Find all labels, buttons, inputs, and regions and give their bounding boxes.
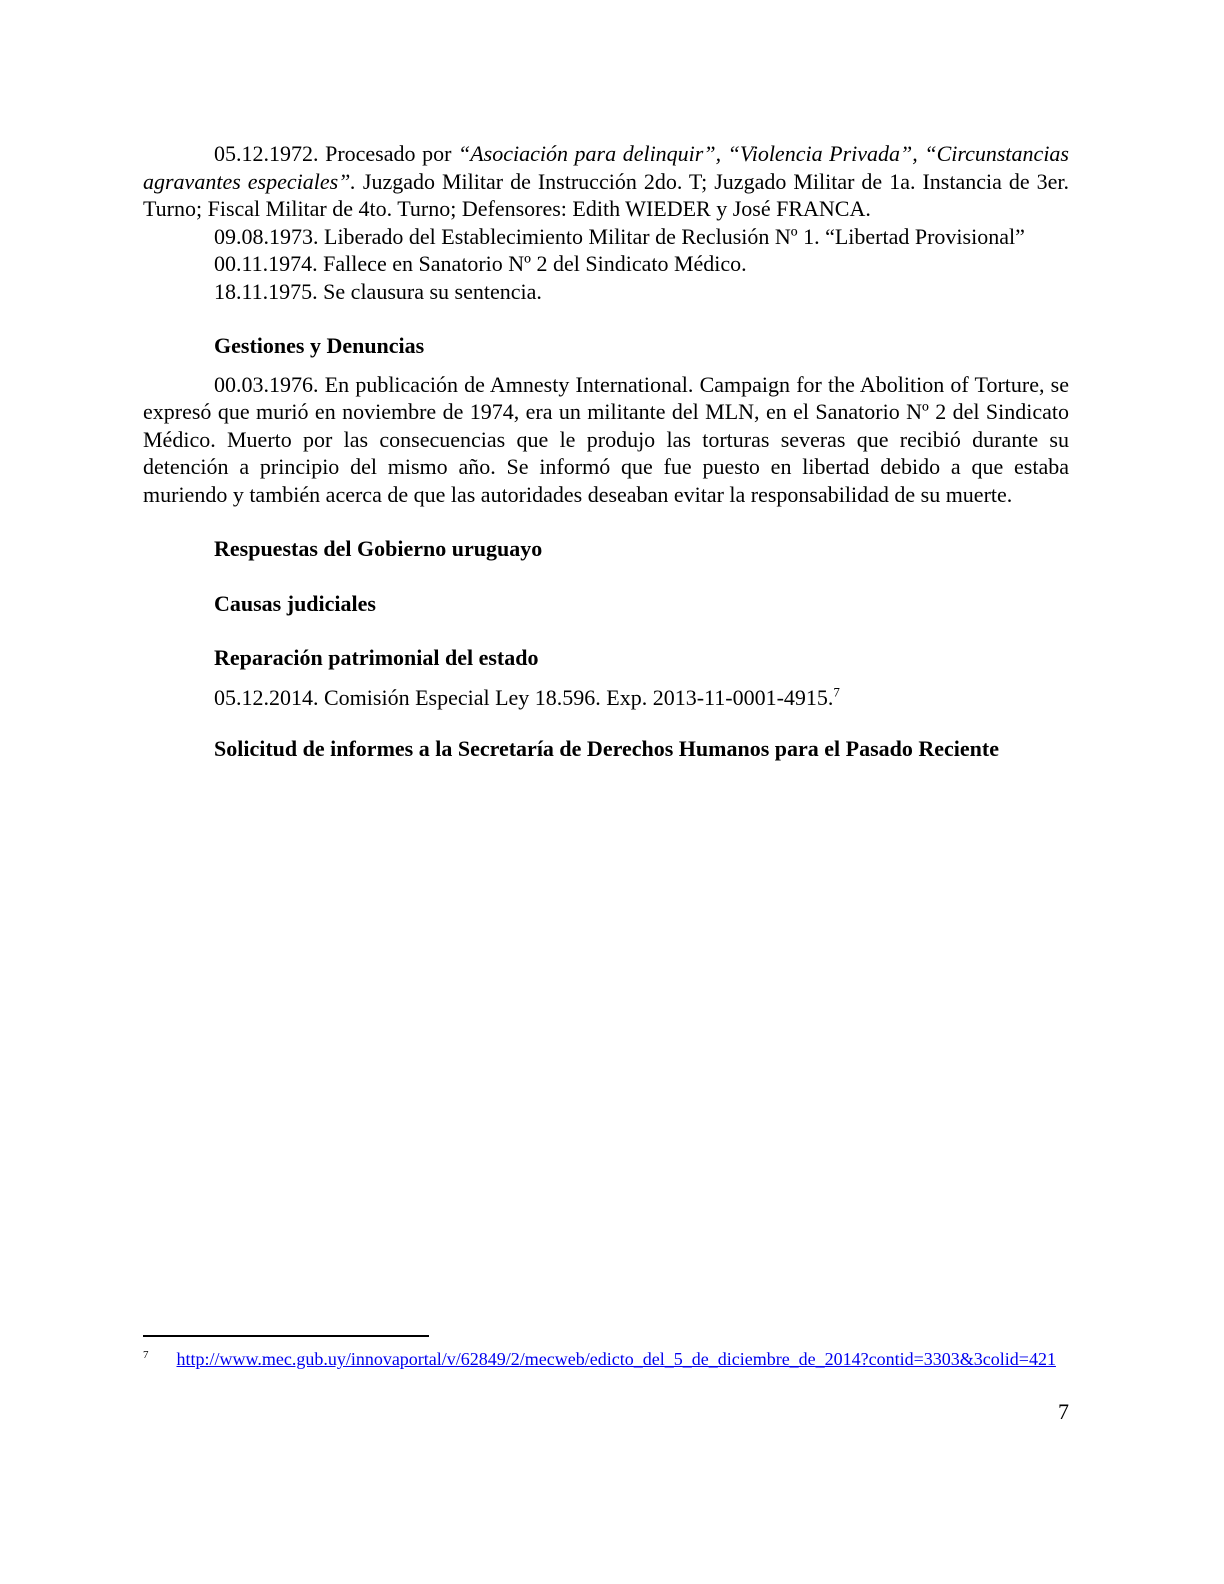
reparation-text: 05.12.2014. Comisión Especial Ley 18.596. Exp. 2013-11-0001-4915. [214,684,834,710]
paragraph-reparation-2014 [143,684,1069,712]
page-number: 7 [1058,1399,1069,1424]
heading-respuestas: Respuestas del Gobierno uruguayo [214,536,543,561]
heading-solicitud: Solicitud de informes a la Secretaría de Derechos Humanos para el Pasado Reciente [214,736,999,761]
heading-gestiones: Gestiones y Denuncias [214,333,425,358]
heading-causas: Causas judiciales [214,590,376,616]
footnote-link[interactable]: http://www.mec.gub.uy/innovaportal/v/62849/2/mecweb/edicto_del_5_de_diciembre_de_2014?contid=3303&3colid=421 [176,1349,1056,1369]
date-1972: 05.12.1972. [214,141,319,166]
paragraph-processing-1972 [143,140,1069,223]
footnote-divider [143,1335,429,1337]
paragraph-sentence-1975: 18.11.1975. Se clausura su sentencia. [214,278,542,304]
paragraph-release-1973: 09.08.1973. Liberado del Establecimiento Militar de Reclusión Nº 1. “Libertad Provisional” [214,223,1025,249]
processing-lead: Procesado por [318,141,458,166]
charges-text: “Asociación para delinquir”, “Violencia Privada”, “Circunstancias agravantes especiales”. [143,141,1069,194]
courts-text: Juzgado Militar de Instrucción 2do. T; Juzgado Militar de 1a. Instancia de 3er. Turno; Fiscal Militar de 4to. Turno; Defensores: Edith WIEDER y José FRANCA. [143,168,1069,221]
paragraph-death-1974: 00.11.1974. Fallece en Sanatorio Nº 2 del Sindicato Médico. [214,251,747,276]
heading-reparacion: Reparación patrimonial del estado [214,645,539,670]
footnote-reference[interactable]: 7 [833,684,840,700]
footnote-number: 7 [143,1349,149,1361]
document-body [143,140,1069,763]
footnote [143,1348,1069,1370]
paragraph-amnesty-1976: 00.03.1976. En publicación de Amnesty International. Campaign for the Abolition of Torture, se expresó que murió en noviembre de 1974, era un militante del MLN, en el Sanatorio Nº 2 del Sindicato Médico. Muerto por las consecuencias que le produjo las torturas severas que recibió durante su detención a principio del mismo año. Se informó que fue puesto en libertad debido a que estaba muriendo y también acerca de que las autoridades deseaban evitar la responsabilidad de su muerte. [143,371,1069,507]
